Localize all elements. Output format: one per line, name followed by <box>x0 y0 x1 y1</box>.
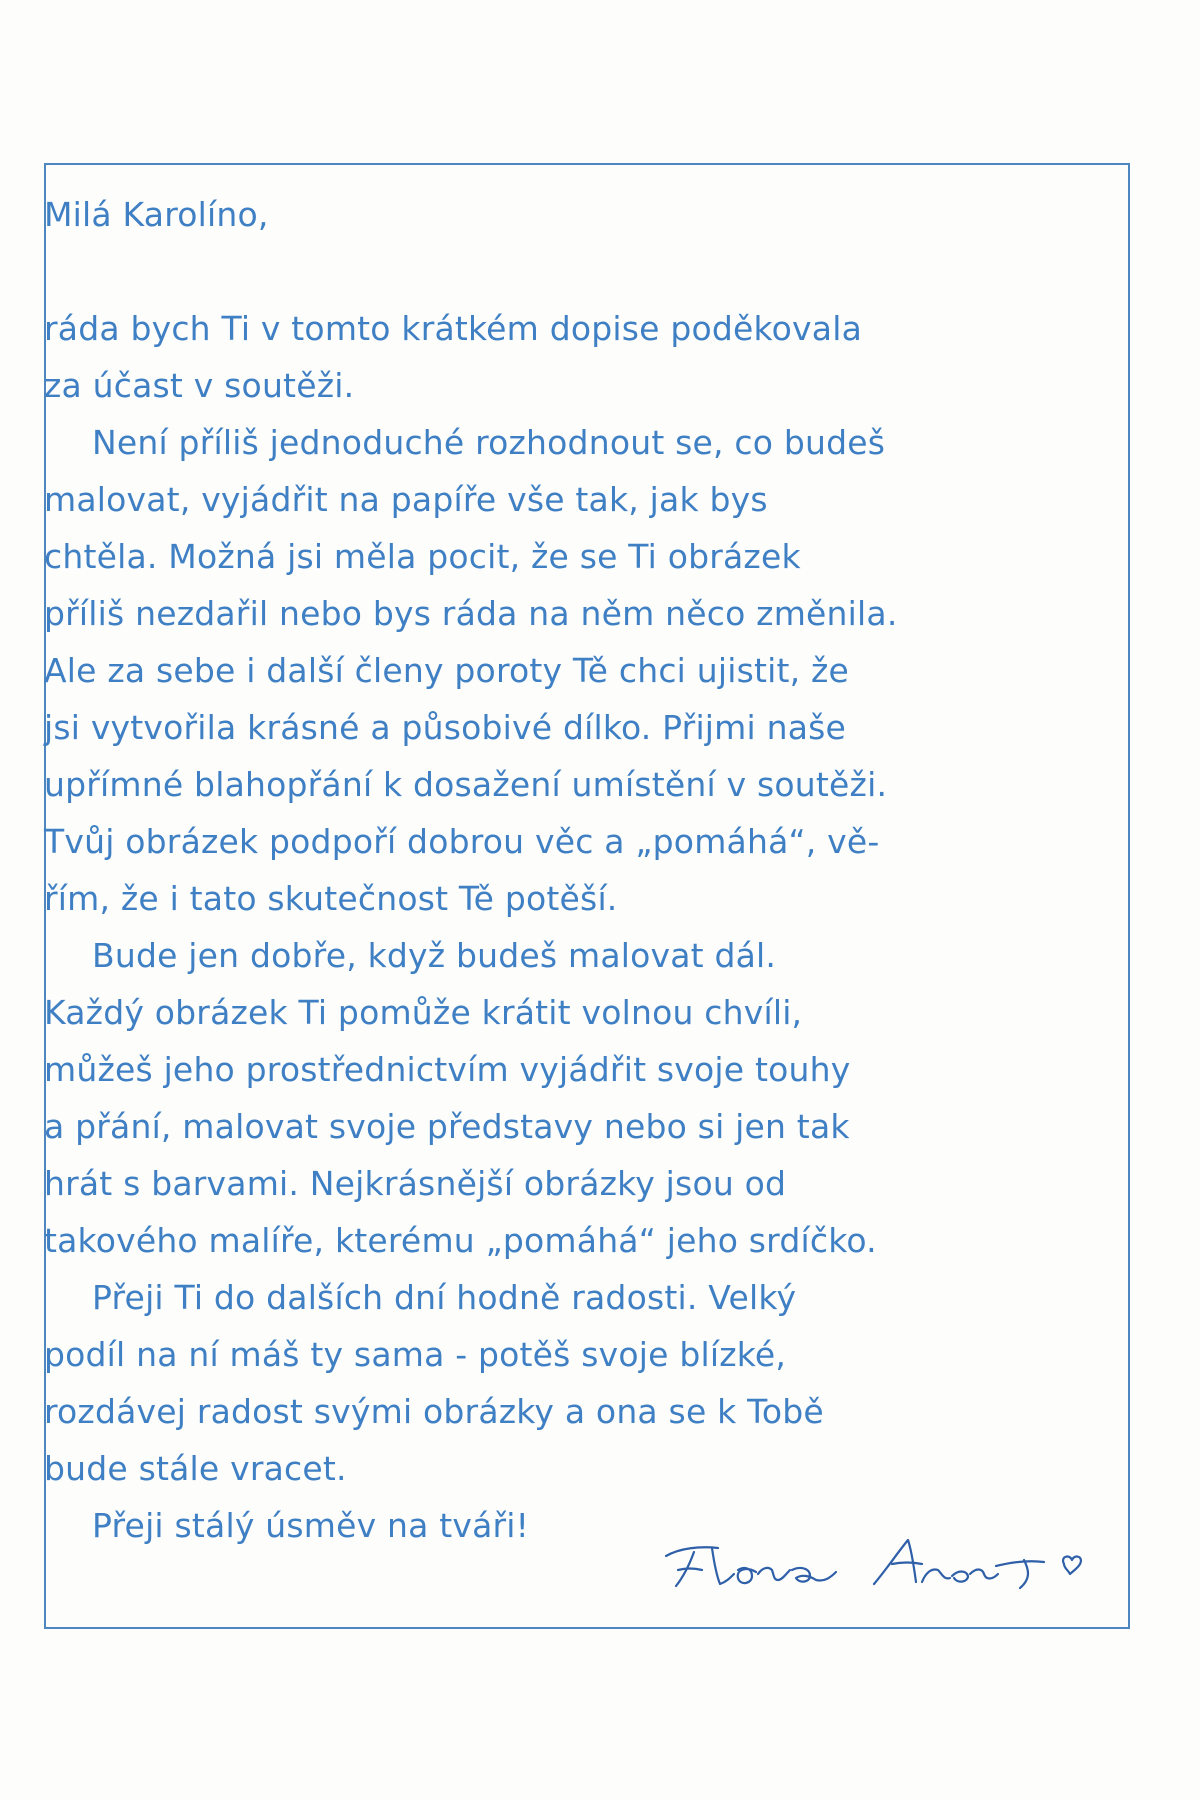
handwritten-signature <box>660 1518 1120 1598</box>
letter-line: bude stále vracet. <box>44 1449 347 1488</box>
letter-line: podíl na ní máš ty sama - potěš svoje blízké, <box>44 1335 787 1374</box>
letter-greeting: Milá Karolíno, <box>44 195 269 234</box>
letter-line: Přeji stálý úsměv na tváři! <box>92 1506 530 1545</box>
letter-line: chtěla. Možná jsi měla pocit, že se Ti obrázek <box>44 537 801 576</box>
letter-line: Každý obrázek Ti pomůže krátit volnou chvíli, <box>44 993 803 1032</box>
letter-line: za účast v soutěži. <box>44 366 355 405</box>
letter-line: řím, že i tato skutečnost Tě potěší. <box>44 879 618 918</box>
letter-line: ráda bych Ti v tomto krátkém dopise poděkovala <box>44 309 862 348</box>
letter-line: Přeji Ti do dalších dní hodně radosti. Velký <box>92 1278 797 1317</box>
letter-line: Bude jen dobře, když budeš malovat dál. <box>92 936 777 975</box>
letter-line: Tvůj obrázek podpoří dobrou věc a „pomáhá“, vě- <box>44 822 880 861</box>
letter-line: takového malíře, kterému „pomáhá“ jeho srdíčko. <box>44 1221 877 1260</box>
letter-line: hrát s barvami. Nejkrásnější obrázky jsou od <box>44 1164 787 1203</box>
letter-line: malovat, vyjádřit na papíře vše tak, jak bys <box>44 480 768 519</box>
letter-line: můžeš jeho prostřednictvím vyjádřit svoje touhy <box>44 1050 851 1089</box>
letter-line: jsi vytvořila krásné a působivé dílko. Přijmi naše <box>44 708 847 747</box>
letter-line: příliš nezdařil nebo bys ráda na něm něco změnila. <box>44 594 898 633</box>
letter-line: upřímné blahopřání k dosažení umístění v soutěži. <box>44 765 888 804</box>
letter-line: Ale za sebe i další členy poroty Tě chci ujistit, že <box>44 651 850 690</box>
letter-line: a přání, malovat svoje představy nebo si jen tak <box>44 1107 850 1146</box>
letter-line: rozdávej radost svými obrázky a ona se k Tobě <box>44 1392 824 1431</box>
letter-line: Není příliš jednoduché rozhodnout se, co budeš <box>92 423 886 462</box>
